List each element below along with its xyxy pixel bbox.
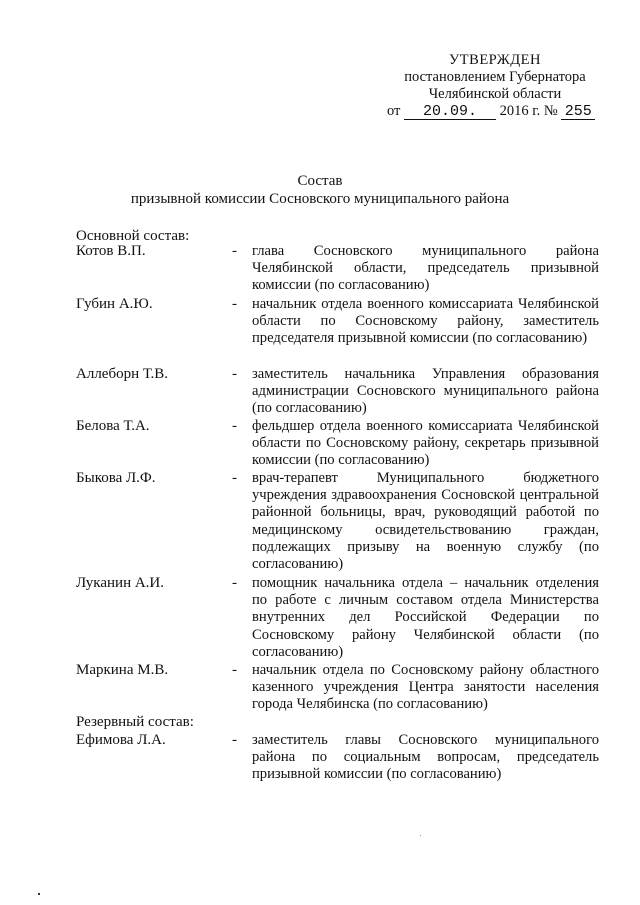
member-name: Быкова Л.Ф. [76,470,156,486]
member-name: Луканин А.И. [76,575,165,591]
member-description: врач-терапевт Муниципального бюджетного учреждения здравоохранения Сосновской центральной районной больницы, врач, руководящий работой по медицинскому освидетельствованию граждан, подлежащих призыву на военную службу (по согласованию) [252,470,599,573]
member-dash: - [232,296,237,312]
member-dash: - [232,366,237,382]
member-description: заместитель главы Сосновского муниципального района по социальным вопросам, председатель призывной комиссии (по согласованию) [252,732,599,783]
member-description: заместитель начальника Управления образования администрации Сосновского муниципального района (по согласованию) [252,366,599,417]
member-description: начальник отдела военного комиссариата Челябинской области по Сосновскому району, заместитель председателя призывной комиссии (по согласованию) [252,296,599,347]
document-subtitle: призывной комиссии Сосновского муниципального района [130,191,510,207]
approval-number-value: 255 [561,104,595,120]
member-description: глава Сосновского муниципального района Челябинской области, председатель призывной комиссии (по согласованию) [252,243,599,294]
member-name: Губин А.Ю. [76,296,153,312]
member-description: помощник начальника отдела – начальник отделения по работе с личным составом отдела Министерства внутренних дел Российской Федерации по Сосновскому району Челябинской области (по согласованию) [252,575,599,660]
member-dash: - [232,732,237,748]
approval-year-suffix: 2016 г. № [499,103,558,119]
approval-block [380,52,610,120]
approval-title: УТВЕРЖДЕН [449,52,541,68]
member-name: Котов В.П. [76,243,146,259]
member-dash: - [232,575,237,591]
reserve-composition-label: Резервный состав: [76,714,194,730]
document-title: Состав [297,173,343,189]
scan-speck [420,835,421,836]
member-name: Маркина М.В. [76,662,169,678]
member-name: Белова Т.А. [76,418,150,434]
approval-date-value: 20.09. [404,104,496,120]
member-description: начальник отдела по Сосновскому району областного казенного учреждения Центра занятости населения города Челябинска (по согласованию) [252,662,599,713]
member-dash: - [232,243,237,259]
main-composition-label: Основной состав: [76,228,190,244]
approval-date-line [380,103,610,120]
approval-from-prefix: от [387,103,401,119]
approval-line-2: Челябинской области [428,86,562,102]
approval-line-1: постановлением Губернатора [404,69,586,85]
member-description: фельдшер отдела военного комиссариата Челябинской области по Сосновскому району, секретарь призывной комиссии (по согласованию) [252,418,599,469]
member-dash: - [232,418,237,434]
member-name: Аллеборн Т.В. [76,366,169,382]
member-dash: - [232,662,237,678]
scan-speck [38,893,40,895]
member-name: Ефимова Л.А. [76,732,166,748]
member-dash: - [232,470,237,486]
